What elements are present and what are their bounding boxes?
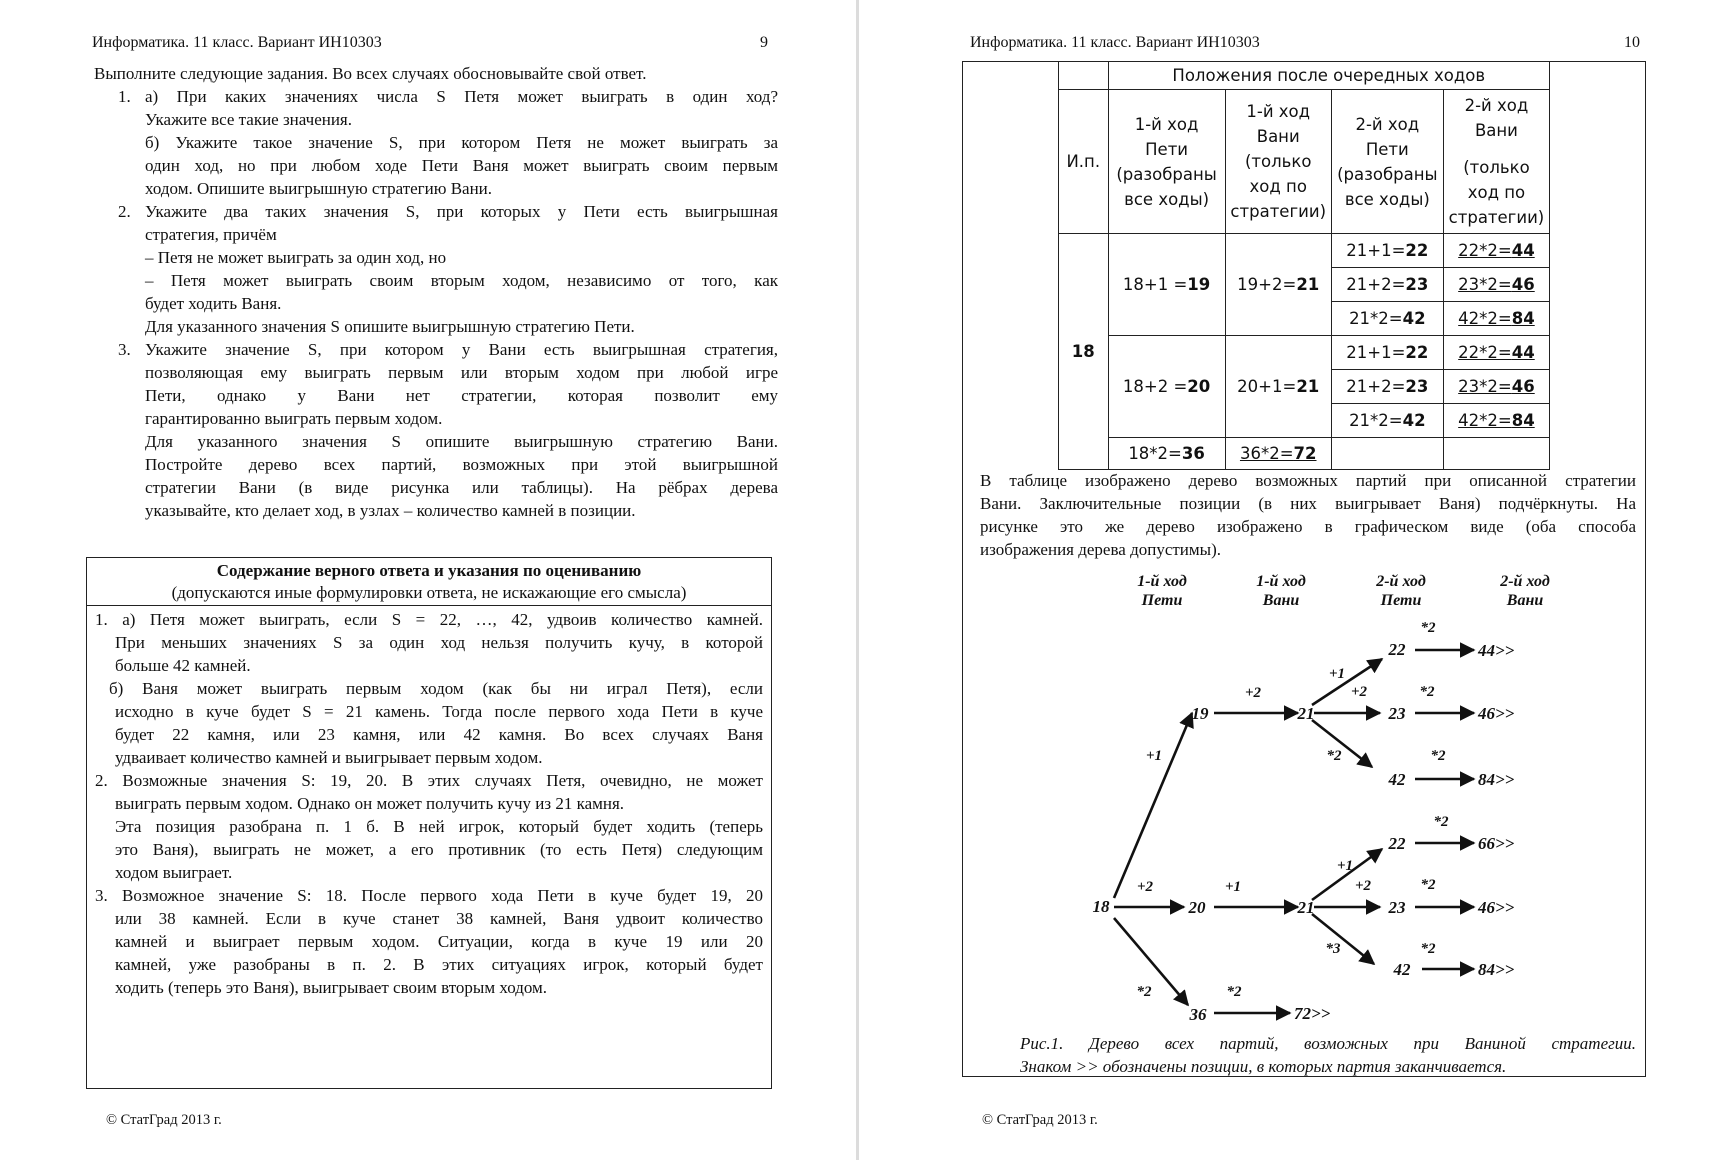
page-footer: © СтатГрад 2013 г.	[982, 1112, 1098, 1128]
intro-text: Выполните следующие задания. Во всех случаях обосновывайте свой ответ.	[94, 64, 647, 83]
expr-result: 46	[1511, 377, 1535, 396]
expr-result: 21	[1296, 377, 1320, 396]
expr: 21*2=	[1349, 309, 1403, 328]
col-header-line: (разобраны	[1337, 164, 1438, 184]
tree-edge	[1114, 713, 1192, 898]
col-header-ip: И.п.	[1059, 90, 1109, 234]
tree-node-label: 44>>	[1478, 641, 1515, 660]
tree-col-header: 1-й ход	[1137, 573, 1187, 590]
tree-node-label: 46>>	[1478, 704, 1515, 723]
task-line: Укажите все такие значения.	[145, 110, 353, 129]
expr-result: 42	[1402, 411, 1426, 430]
tree-node: 21	[1297, 704, 1315, 723]
tree-node: 42	[1388, 770, 1406, 789]
edge-label: *2	[1420, 620, 1436, 636]
tree-edge	[1312, 659, 1382, 705]
edge-label: +1	[1336, 858, 1354, 874]
task-line: Пети, однако у Вани нет стратегии, которая позволит ему	[145, 386, 778, 405]
start-cell: 18	[1059, 234, 1109, 470]
edge-label: +2	[1136, 879, 1154, 895]
tree-node: 42	[1393, 960, 1411, 979]
answer-content	[87, 606, 771, 999]
task-2	[118, 200, 778, 338]
edge-label: +1	[1145, 748, 1163, 764]
caption-line: Знаком >> обозначены позиции, в которых партия заканчивается.	[1020, 1057, 1507, 1076]
tree-col-header: Пети	[1380, 592, 1422, 609]
tree-node-label: 84>>	[1478, 960, 1515, 979]
tree-node	[1478, 960, 1515, 979]
task-line: будет ходить Ваня.	[145, 294, 282, 313]
answer-box	[86, 557, 772, 1089]
col-header-line: ход по	[1249, 177, 1307, 196]
answer-item-1	[95, 608, 763, 769]
tree-col-header: Пети	[1141, 592, 1183, 609]
tree-node	[1477, 641, 1515, 660]
expr-result: 84	[1511, 411, 1535, 430]
answer-line: больше 42 камней.	[115, 656, 251, 675]
edge-label: +1	[1328, 666, 1346, 682]
answer-line: удваивает количество камней и выигрывает первым ходом.	[115, 748, 543, 767]
task-line: – Петя может выиграть своим вторым ходом, независимо от того, как	[145, 271, 778, 290]
tree-col-header: 2-й ход	[1376, 573, 1426, 590]
answer-line: ходом выиграет.	[115, 863, 233, 882]
tree-node: 22	[1388, 640, 1406, 659]
figure-caption	[1020, 1032, 1636, 1078]
answer-line: При меньших значениях S за один ход нельзя получить кучу, в которой	[115, 633, 763, 652]
answer-item-3	[95, 884, 763, 999]
col-header-line: ход по	[1467, 183, 1526, 202]
expr-result: 36	[1181, 444, 1205, 463]
expr: 20+1=	[1237, 377, 1297, 396]
tree-node: 21	[1297, 898, 1315, 917]
tree-node: 22	[1388, 834, 1406, 853]
task-line: позволяющая ему выиграть первым или вторым ходом при любой игре	[145, 363, 778, 382]
task-line: стратегия, причём	[145, 225, 277, 244]
edge-label: +2	[1244, 685, 1262, 701]
col-header-line: стратегии)	[1230, 202, 1327, 221]
page-gutter	[856, 0, 859, 1160]
task-line: Укажите два таких значения S, при которых у Пети есть выигрышная	[145, 202, 778, 221]
col-header-line: (разобраны	[1116, 164, 1217, 184]
answer-line: Эта позиция разобрана п. 1 б. В ней игрок, который будет ходить (теперь	[115, 817, 763, 836]
answer-line: 3. Возможное значение S: 18. После первого хода Пети в куче будет 19, 20	[95, 886, 763, 905]
task-list	[118, 85, 778, 522]
expr-result: 22	[1405, 241, 1429, 260]
col-header-line: Вани	[1256, 127, 1300, 146]
tree-node-label: 66>>	[1478, 834, 1515, 853]
expr: 21+2=	[1346, 377, 1406, 396]
task-line: Постройте дерево всех партий, возможных при этой выигрышной	[145, 455, 778, 474]
task-line: гарантированно выиграть первым ходом.	[145, 409, 443, 428]
tree-node	[1478, 770, 1515, 789]
task-line: Для указанного значения S опишите выигрышную стратегию Вани.	[145, 432, 778, 451]
expr-result: 46	[1511, 275, 1535, 294]
task-line: Укажите значение S, при котором у Вани есть выигрышная стратегия,	[145, 340, 778, 359]
page-footer: © СтатГрад 2013 г.	[106, 1112, 222, 1128]
expr: 18*2=	[1128, 444, 1182, 463]
expr: 19+2=	[1237, 275, 1297, 294]
answer-line: выиграть первым ходом. Однако он может получить кучу из 21 камня.	[115, 794, 625, 813]
right-page	[862, 0, 1710, 1160]
answer-line: это Ваня), выиграть не может, а его противник (то есть Петя) следующим	[115, 840, 763, 859]
tree-node	[1478, 834, 1515, 853]
task-line: стратегии Вани (в виде рисунка или таблицы). На рёбрах дерева	[145, 478, 778, 497]
para-line: рисунке это же дерево изображено в графическом виде (оба способа	[980, 517, 1636, 536]
task-number: 2.	[118, 202, 131, 221]
expr-result: 23	[1405, 275, 1429, 294]
tree-node	[1477, 704, 1515, 723]
answer-line: 2. Возможные значения S: 19, 20. В этих случаях Петя, очевидно, не может	[95, 771, 763, 790]
expr: 18+2 =	[1122, 377, 1188, 396]
edge-label: +1	[1224, 879, 1242, 895]
expr-result: 44	[1511, 241, 1535, 260]
task-line: указывайте, кто делает ход, в узлах – количество камней в позиции.	[145, 501, 636, 520]
task-3	[118, 338, 778, 522]
table-top-header: Положения после очередных ходов	[1108, 62, 1550, 90]
col-header-line: (только	[1244, 152, 1312, 171]
answer-line: камней, уже разобраны в п. 2. В этих ситуациях игрок, который будет	[115, 955, 763, 974]
tree-col-header: Вани	[1262, 592, 1300, 609]
col-header-line: все ходы)	[1124, 189, 1210, 209]
expr-result: 21	[1296, 275, 1320, 294]
tree-node	[1477, 898, 1515, 917]
col-header-line: Вани	[1474, 121, 1518, 140]
col-header-line: 1-й ход	[1134, 114, 1199, 134]
edge-label: *2	[1226, 984, 1242, 1000]
page-header: Информатика. 11 класс. Вариант ИН10303	[970, 34, 1260, 51]
expr: 21*2=	[1349, 411, 1403, 430]
col-header-line: 1-й ход	[1246, 102, 1311, 121]
edge-label: *2	[1419, 684, 1435, 700]
expr-result: 23	[1405, 377, 1429, 396]
para-line: В таблице изображено дерево возможных партий при описанной стратегии	[980, 471, 1636, 490]
col-header-line: Пети	[1145, 139, 1189, 159]
expr-result: 19	[1187, 275, 1211, 294]
answer-item-2	[95, 769, 763, 884]
task-line: Для указанного значения S опишите выигрышную стратегию Пети.	[145, 317, 635, 336]
expr: 23*2=	[1458, 377, 1512, 396]
expr: 42*2=	[1458, 411, 1512, 430]
tree-col-header: Вани	[1506, 592, 1544, 609]
tree-node-label: 84>>	[1478, 770, 1515, 789]
task-line: б) Укажите такое значение S, при котором Петя не может выиграть за	[145, 133, 778, 152]
col-header-line: все ходы)	[1344, 189, 1430, 209]
tree-node: 36	[1189, 1005, 1207, 1024]
col-header-line: (только	[1463, 158, 1530, 177]
answer-title: Содержание верного ответа и указания по оцениванию	[216, 561, 642, 580]
tree-col-header: 2-й ход	[1500, 573, 1550, 590]
edge-label: *2	[1420, 877, 1436, 893]
edge-label: +2	[1350, 684, 1368, 700]
answer-subtitle: (допускаются иные формулировки ответа, не искажающие его смысла)	[87, 582, 771, 606]
expr: 22*2=	[1458, 241, 1512, 260]
expr-result: 44	[1511, 343, 1535, 362]
edge-label: *2	[1326, 748, 1342, 764]
col-header-line: 2-й ход	[1355, 114, 1420, 134]
task-line: – Петя не может выиграть за один ход, но	[145, 248, 447, 267]
tree-node: 20	[1188, 898, 1206, 917]
page-number: 10	[1624, 34, 1640, 51]
page-header: Информатика. 11 класс. Вариант ИН10303	[92, 34, 382, 51]
tree-node: 23	[1388, 898, 1406, 917]
tree-node: 19	[1191, 704, 1209, 723]
task-1	[118, 85, 778, 200]
caption-line: Рис.1. Дерево всех партий, возможных при Ваниной стратегии.	[1020, 1034, 1636, 1053]
col-header-line: 2-й ход	[1464, 96, 1529, 115]
page-number: 9	[760, 34, 768, 51]
tree-node-label: 72>>	[1294, 1004, 1331, 1023]
expr: 22*2=	[1458, 343, 1512, 362]
expr: 21+2=	[1346, 275, 1406, 294]
tree-node-label: 46>>	[1478, 898, 1515, 917]
expr-result: 22	[1405, 343, 1429, 362]
answer-line: исходно в куче будет S = 21 камень. Тогда после первого хода Пети в куче	[115, 702, 763, 721]
task-line: а) При каких значениях числа S Петя может выиграть в один ход?	[145, 87, 778, 106]
expr-result: 20	[1187, 377, 1211, 396]
expr: 21+1=	[1346, 343, 1406, 362]
tree-edge	[1312, 849, 1382, 900]
answer-line: б) Ваня может выиграть первым ходом (как бы ни играл Петя), если	[109, 679, 763, 698]
tree-edges	[1114, 650, 1474, 1013]
expr: 18+1 =	[1122, 275, 1188, 294]
edge-label: *3	[1325, 941, 1341, 957]
expr-result: 84	[1511, 309, 1535, 328]
col-header-line: стратегии)	[1448, 208, 1545, 227]
task-number: 3.	[118, 340, 131, 359]
answer-line: будет 22 камня, или 23 камня, или 42 камня. Во всех случаях Ваня	[115, 725, 763, 744]
task-line: ходом. Опишите выигрышную стратегию Вани.	[145, 179, 493, 198]
para-line: изображения дерева допустимы).	[980, 540, 1221, 559]
tree-node: 18	[1092, 897, 1110, 916]
answer-line: или 38 камней. Если в куче станет 38 камней, Ваня удвоит количество	[115, 909, 763, 928]
expr: 23*2=	[1458, 275, 1512, 294]
answer-line: ходить (теперь это Ваня), выигрывает своим вторым ходом.	[115, 978, 548, 997]
expr-result: 42	[1402, 309, 1426, 328]
edge-label: *2	[1420, 941, 1436, 957]
task-line: один ход, но при любом ходе Пети Ваня может выиграть своим первым	[145, 156, 778, 175]
expr: 21+1=	[1346, 241, 1406, 260]
answer-line: камней и выиграет первым ходом. Ситуации, когда в куче 19 или 20	[115, 932, 763, 951]
col-header-line: Пети	[1365, 139, 1409, 159]
game-tree	[862, 0, 1710, 1160]
edge-label: *2	[1433, 814, 1449, 830]
expr: 36*2=	[1239, 444, 1294, 463]
tree-col-header: 1-й ход	[1256, 573, 1306, 590]
tree-node: 23	[1388, 704, 1406, 723]
edge-label: *2	[1430, 748, 1446, 764]
task-number: 1.	[118, 87, 131, 106]
edge-label: *2	[1136, 984, 1152, 1000]
tree-node	[1294, 1004, 1331, 1023]
expr-result: 72	[1293, 444, 1317, 463]
tree-edge	[1312, 720, 1372, 767]
edge-label: +2	[1354, 878, 1372, 894]
answer-line: 1. а) Петя может выиграть, если S = 22, …, 42, удвоив количество камней.	[95, 610, 763, 629]
tree-edge	[1312, 914, 1374, 964]
para-line: Вани. Заключительные позиции (в них выигрывает Ваня) подчёркнуты. На	[980, 494, 1636, 513]
expr: 42*2=	[1458, 309, 1512, 328]
